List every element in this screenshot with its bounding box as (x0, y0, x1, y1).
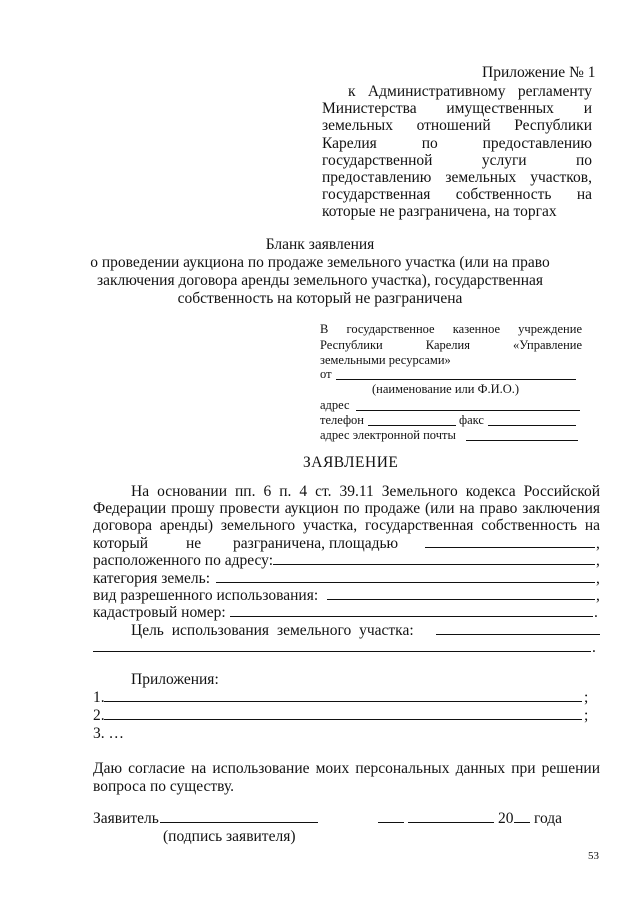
fax-field[interactable] (488, 411, 576, 426)
body-line: На основании пп. 6 п. 4 ст. 39.11 Земельного кодекса Российской (131, 483, 600, 500)
attachment-number: 2. (93, 707, 105, 724)
body-line: Федерации прошу провести аукцион по продаже (или на право заключения (93, 500, 600, 517)
applicant-label: Заявитель (93, 810, 159, 827)
fax-label: факс (459, 413, 484, 427)
period: . (594, 604, 598, 621)
form-subtitle: о проведении аукциона по продаже земельного участка (или на право (90, 254, 550, 271)
consent-line: Даю согласие на использование моих персональных данных при решении (93, 760, 600, 777)
area-word: не (186, 535, 202, 552)
date-day-field[interactable] (378, 808, 404, 823)
phone-field[interactable] (368, 411, 456, 426)
form-title: Бланк заявления (265, 236, 375, 253)
form-subtitle: собственность на который не разграничена (177, 290, 463, 307)
purpose-field[interactable] (436, 620, 600, 635)
cadastral-number-label: кадастровый номер: (93, 604, 226, 621)
year-suffix: года (534, 810, 563, 827)
annex-line: государственная собственность на (322, 186, 592, 203)
comma: , (596, 570, 600, 587)
semicolon: ; (584, 689, 589, 706)
semicolon: ; (584, 707, 589, 724)
annex-line: к Административному регламенту (348, 83, 592, 100)
annex-line: Министерства имущественных и (322, 100, 592, 117)
attachment-2-field[interactable] (104, 705, 582, 720)
body-line: договора аренды) земельного участка, государственная собственность на (93, 517, 600, 534)
signature-hint: (подпись заявителя) (163, 828, 296, 845)
attachment-number: 1. (93, 689, 105, 706)
addressee-line: Республики Карелия «Управление (320, 338, 582, 352)
area-word: площадью (329, 535, 399, 552)
location-address-label: расположенного по адресу: (93, 552, 273, 569)
address-field[interactable] (356, 396, 580, 411)
attachment-number: 3. … (93, 725, 124, 742)
attachments-title: Приложения: (131, 671, 219, 688)
form-subtitle: заключения договора аренды земельного участка), государственная (96, 272, 544, 289)
comma: , (596, 552, 600, 569)
cadastral-number-field[interactable] (230, 602, 593, 617)
from-label: от (320, 367, 332, 381)
annex-line: земельных отношений Республики (322, 117, 592, 134)
attachment-1-field[interactable] (104, 687, 582, 702)
date-month-field[interactable] (408, 808, 494, 823)
period: . (592, 639, 596, 656)
land-category-field[interactable] (216, 568, 595, 583)
comma: , (596, 535, 600, 552)
signature-field[interactable] (160, 808, 318, 823)
name-hint: (наименование или Ф.И.О.) (372, 382, 520, 396)
addressee-line: земельными ресурсами» (320, 353, 451, 367)
addressee-line: В государственное казенное учреждение (320, 322, 582, 336)
address-label: адрес (320, 398, 350, 412)
page-number: 53 (588, 850, 599, 862)
comma: , (596, 587, 600, 604)
year-field[interactable] (514, 808, 530, 823)
annex-line: которые не разграничена, на торгах (322, 203, 557, 220)
annex-title: Приложение № 1 (482, 64, 596, 81)
statement-heading: ЗАЯВЛЕНИЕ (303, 454, 399, 471)
email-field[interactable] (466, 426, 578, 441)
location-address-field[interactable] (273, 550, 595, 565)
area-field[interactable] (425, 533, 595, 548)
purpose-label: Цель использования земельного участка: (131, 622, 414, 639)
annex-line: государственной услуги по (322, 152, 592, 169)
permitted-use-label: вид разрешенного использования: (93, 587, 319, 604)
year-prefix: 20 (498, 810, 514, 827)
annex-line: предоставлению земельных участков, (322, 169, 592, 186)
from-field[interactable] (336, 365, 576, 380)
annex-line: Карелия по предоставлению (322, 135, 592, 152)
email-label: адрес электронной почты (320, 428, 456, 442)
permitted-use-field[interactable] (327, 585, 595, 600)
area-word: разграничена, (233, 535, 326, 552)
consent-line: вопроса по существу. (93, 778, 235, 795)
phone-label: телефон (320, 413, 364, 427)
land-category-label: категория земель: (93, 570, 210, 587)
area-word: который (93, 535, 149, 552)
purpose-field-continued[interactable] (93, 637, 591, 652)
